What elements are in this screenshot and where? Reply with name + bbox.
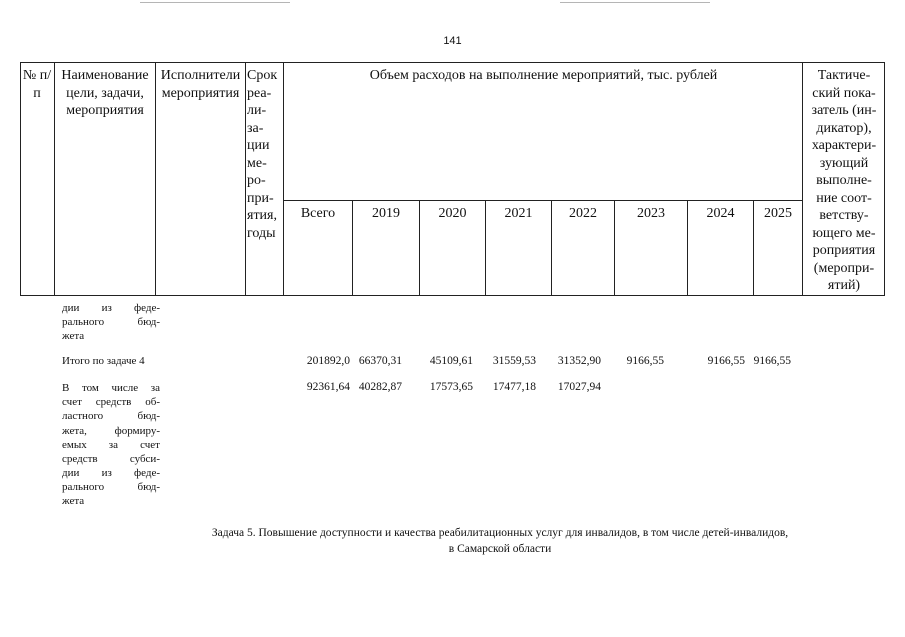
continuation-line: жета bbox=[62, 330, 85, 342]
header-indicator-line: ский пока- bbox=[812, 85, 876, 101]
page-number: 141 bbox=[443, 35, 462, 47]
header-indicator-line: зующий bbox=[819, 155, 869, 171]
task4-total-2024: 9166,55 bbox=[707, 355, 745, 367]
header-term-line: реа- bbox=[247, 85, 272, 101]
row-label-line: счет средств об- bbox=[62, 396, 160, 408]
col-divider-executors bbox=[245, 62, 246, 296]
header-indicator-line: дикатор), bbox=[816, 120, 872, 136]
header-term-line: Срок bbox=[247, 68, 278, 83]
row-label-line: емых за счет bbox=[62, 439, 160, 451]
header-total: Всего bbox=[300, 206, 336, 221]
continuation-line: рального бюд- bbox=[62, 316, 160, 328]
header-term-line: за- bbox=[247, 120, 264, 136]
header-name: Наименование цели, задачи, мероприятия bbox=[61, 68, 149, 118]
row-label-line: жета bbox=[62, 495, 85, 507]
header-num: № п/п bbox=[22, 68, 52, 101]
row-label-line: средств субси- bbox=[62, 453, 160, 465]
task5-title-line1: Задача 5. Повышение доступности и качества реабилитационных услуг для инвалидов, в том числе детей-инвалидов, bbox=[211, 527, 789, 539]
row-label-line: рального бюд- bbox=[62, 481, 160, 493]
row-label-line: жета, формиру- bbox=[62, 425, 160, 437]
col-divider-costs bbox=[802, 62, 803, 296]
continuation-line: дии из феде- bbox=[62, 302, 160, 314]
task5-title-line2: в Самарской области bbox=[448, 543, 552, 555]
header-indicator-line: (меропри- bbox=[813, 260, 875, 276]
task4-total-2022: 31352,90 bbox=[557, 355, 601, 367]
header-year-2021: 2021 bbox=[504, 206, 533, 221]
task5-title bbox=[150, 525, 850, 557]
header-term-line: ли- bbox=[247, 103, 267, 118]
header-term-line: при- bbox=[247, 190, 274, 206]
task4-total-2021: 31559,53 bbox=[492, 355, 536, 367]
header-indicator-line: роприятия bbox=[812, 243, 876, 258]
row-label-task4-total: Итого по задаче 4 bbox=[62, 355, 145, 367]
task4-regional-2021: 17477,18 bbox=[492, 381, 536, 393]
task4-regional-all: 92361,64 bbox=[306, 381, 350, 393]
header-indicator-line: характери- bbox=[811, 138, 877, 153]
header-year-2023: 2023 bbox=[637, 206, 665, 221]
header-indicator-line: ветству- bbox=[819, 208, 869, 223]
scan-artifact-line bbox=[140, 2, 290, 3]
header-indicator-line: ятий) bbox=[827, 278, 861, 293]
header-year-2025: 2025 bbox=[764, 206, 792, 221]
header-year-2022: 2022 bbox=[569, 206, 597, 221]
header-year-2020: 2020 bbox=[438, 206, 467, 221]
header-indicator-line: выполне- bbox=[816, 173, 872, 188]
task4-total-2023: 9166,55 bbox=[626, 355, 664, 367]
table-right-border bbox=[884, 62, 885, 296]
task4-total-2020: 45109,61 bbox=[429, 355, 473, 367]
task4-total-2019: 66370,31 bbox=[358, 355, 402, 367]
row-label-line: ластного бюд- bbox=[62, 410, 160, 422]
col-divider-num bbox=[54, 62, 55, 296]
task4-total-2025: 9166,55 bbox=[753, 355, 791, 367]
row-label-line: В том числе за bbox=[62, 382, 160, 394]
header-term-line: ме- bbox=[247, 155, 267, 171]
task4-regional-2020: 17573,65 bbox=[429, 381, 473, 393]
header-indicator bbox=[804, 67, 884, 295]
years-row-border bbox=[284, 200, 803, 201]
header-term-line: ро- bbox=[247, 173, 266, 188]
header-indicator-line: Тактиче- bbox=[817, 68, 871, 83]
header-costs: Объем расходов на выполнение мероприятий, тыс. рублей bbox=[369, 68, 718, 83]
header-year-2024: 2024 bbox=[706, 206, 735, 221]
row-label-line: дии из феде- bbox=[62, 467, 160, 479]
header-term bbox=[247, 67, 283, 242]
header-indicator-line: ние соот- bbox=[816, 190, 872, 206]
header-executors: Исполнители мероприятия bbox=[160, 68, 241, 101]
scan-artifact-line bbox=[560, 2, 710, 3]
table-top-border bbox=[20, 62, 885, 63]
header-indicator-line: затель (ин- bbox=[811, 103, 877, 118]
col-divider-term bbox=[283, 62, 284, 296]
col-divider-name bbox=[155, 62, 156, 296]
header-term-line: ции bbox=[247, 138, 270, 153]
task4-regional-2022: 17027,94 bbox=[557, 381, 601, 393]
task4-total-all: 201892,0 bbox=[306, 355, 350, 367]
task4-regional-2019: 40282,87 bbox=[358, 381, 402, 393]
header-term-line: ятия, bbox=[247, 208, 277, 223]
header-term-line: годы bbox=[247, 225, 276, 241]
header-year-2019: 2019 bbox=[372, 206, 400, 221]
header-indicator-line: ющего ме- bbox=[812, 225, 876, 241]
table-left-border bbox=[20, 62, 21, 296]
header-bottom-border bbox=[20, 295, 885, 296]
